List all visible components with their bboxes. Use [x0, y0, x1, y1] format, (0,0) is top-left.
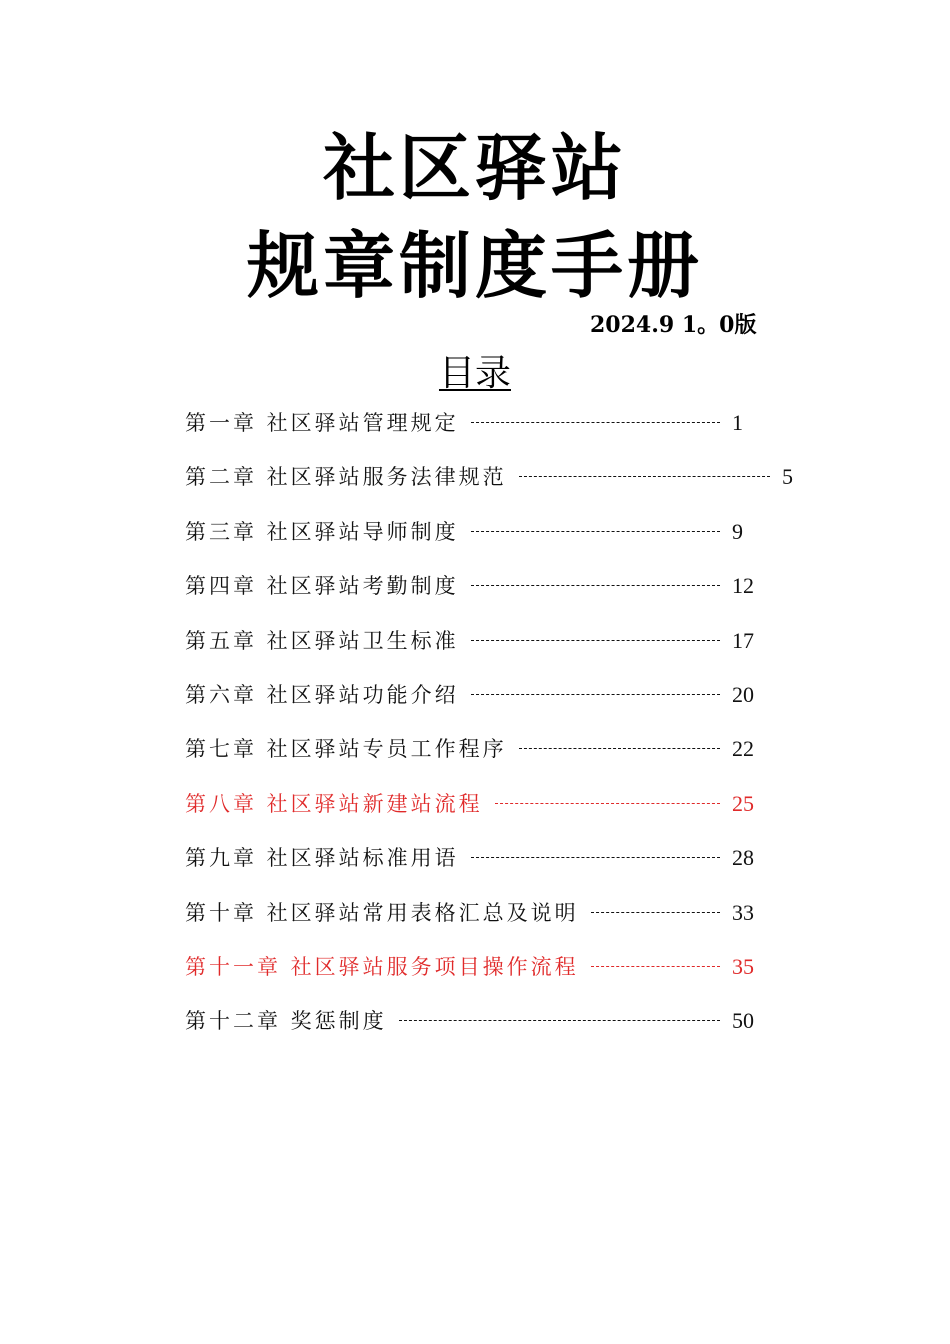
toc-leader-dashes — [471, 694, 720, 695]
toc-leader-dashes — [471, 857, 720, 858]
toc-entry-page: 25 — [732, 790, 754, 816]
toc-entry-title: 第十一章 社区驿站服务项目操作流程 — [185, 955, 579, 979]
toc-entry-page: 5 — [782, 464, 793, 490]
version-label: 2024.9 1。0版 — [590, 312, 757, 338]
toc-entry[interactable] — [185, 624, 772, 658]
toc-entry-page: 12 — [732, 573, 754, 599]
toc-entry[interactable] — [185, 841, 772, 875]
toc-leader-dashes — [519, 476, 770, 477]
toc-entry-page: 9 — [732, 518, 743, 544]
toc-entry-title: 第四章 社区驿站考勤制度 — [185, 574, 459, 599]
toc-entry-title: 第三章 社区驿站导师制度 — [185, 519, 459, 544]
toc-entry-title: 第十二章 奖惩制度 — [185, 1009, 387, 1034]
toc-entry[interactable] — [185, 678, 772, 712]
toc-entry-title: 第五章 社区驿站卫生标准 — [185, 628, 459, 653]
toc-entry-page: 1 — [732, 410, 743, 435]
toc-entry[interactable] — [185, 406, 772, 440]
toc-entry-page: 33 — [732, 899, 754, 925]
toc-entry-page: 50 — [732, 1008, 754, 1034]
toc-leader-dashes — [495, 803, 720, 804]
toc-heading-text: 目录 — [438, 353, 511, 394]
toc-leader-dashes — [591, 966, 720, 967]
toc-entry[interactable] — [185, 787, 772, 821]
toc-entry-page: 20 — [732, 682, 754, 707]
toc-entry-title: 第十章 社区驿站常用表格汇总及说明 — [185, 900, 579, 925]
toc-entry[interactable] — [185, 950, 772, 984]
toc-entry-title: 第六章 社区驿站功能介绍 — [185, 683, 459, 707]
toc-leader-dashes — [399, 1020, 720, 1021]
toc-leader-dashes — [471, 640, 720, 641]
toc-leader-dashes — [471, 422, 720, 423]
toc-entry-page: 28 — [732, 845, 754, 871]
toc-entry-page: 35 — [732, 954, 754, 979]
toc-entry-title: 第八章 社区驿站新建站流程 — [185, 791, 483, 816]
toc-entry-page: 17 — [732, 627, 754, 653]
toc-leader-dashes — [519, 748, 720, 749]
toc-leader-dashes — [471, 585, 720, 586]
document-title-line-2: 规章制度手册 — [246, 223, 703, 308]
toc-entry-title: 第一章 社区驿站管理规定 — [185, 411, 459, 435]
toc-entry-title: 第九章 社区驿站标准用语 — [185, 846, 459, 871]
toc-entry[interactable] — [185, 515, 772, 549]
toc-entry[interactable] — [185, 732, 772, 766]
toc-entry-page: 22 — [732, 736, 754, 762]
toc-entry[interactable] — [185, 569, 772, 603]
toc-entry[interactable] — [185, 460, 822, 494]
toc-leader-dashes — [471, 531, 720, 532]
toc-entry-title: 第二章 社区驿站服务法律规范 — [185, 465, 507, 490]
toc-entry[interactable] — [185, 1004, 772, 1038]
toc-entry[interactable] — [185, 896, 772, 930]
toc-entry-title: 第七章 社区驿站专员工作程序 — [185, 737, 507, 762]
document-title-line-1: 社区驿站 — [322, 125, 627, 210]
toc-leader-dashes — [591, 912, 720, 913]
